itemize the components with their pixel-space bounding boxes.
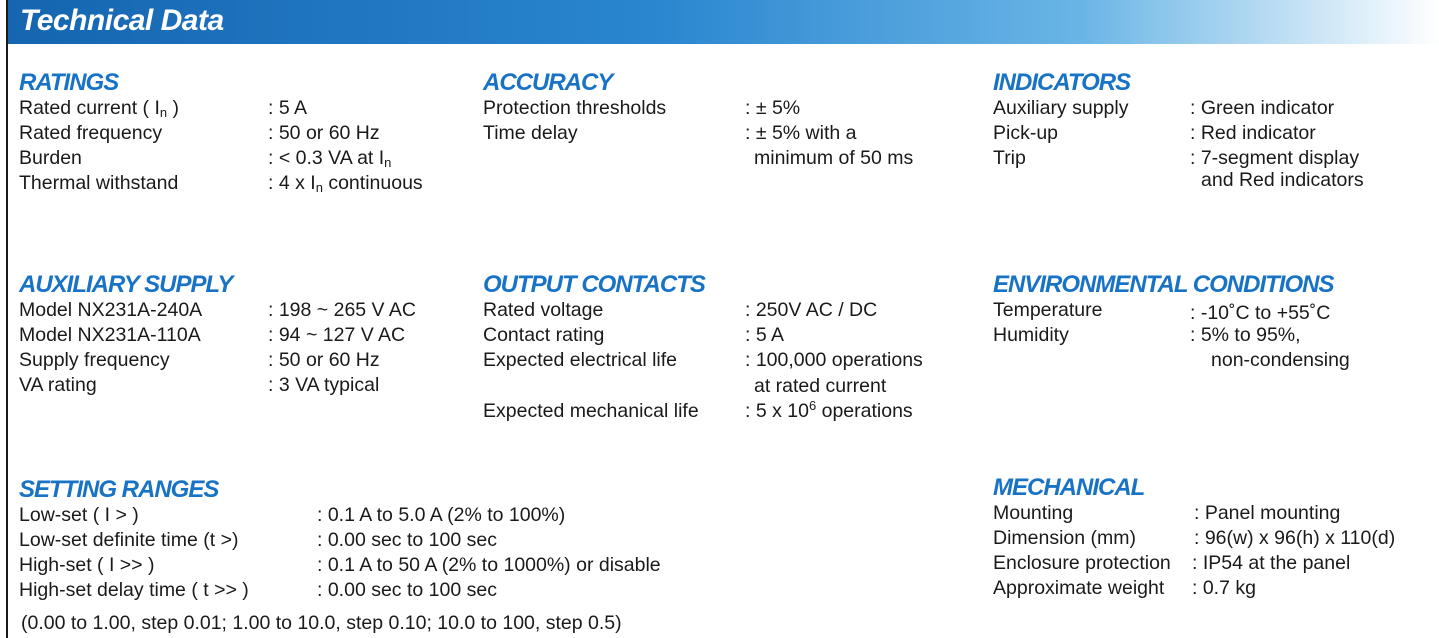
spec-value-continued: at rated current — [754, 375, 887, 397]
spec-label: Approximate weight — [993, 577, 1165, 599]
spec-value: : 3 VA typical — [268, 374, 380, 396]
spec-row-rated-frequency — [19, 121, 469, 146]
spec-label: Model NX231A-240A — [19, 299, 203, 321]
spec-label: Mounting — [993, 502, 1074, 524]
spec-value: : 50 or 60 Hz — [268, 122, 380, 144]
spec-row-model-240a — [19, 298, 469, 323]
spec-value: : 0.00 sec to 100 sec — [317, 529, 497, 551]
spec-label: Auxiliary supply — [993, 97, 1129, 119]
spec-row-contact-rating — [483, 323, 963, 348]
spec-row-supply-frequency — [19, 348, 469, 373]
spec-label: Pick-up — [993, 122, 1059, 144]
spec-row-rated-current — [19, 96, 469, 121]
spec-value: : 5 A — [745, 324, 785, 346]
spec-row-pick-up — [993, 121, 1433, 146]
page-title: Technical Data — [20, 4, 224, 37]
spec-row-electrical-life — [483, 348, 963, 399]
spec-label: Supply frequency — [19, 349, 170, 371]
spec-label: High-set delay time ( t >> ) — [19, 579, 249, 601]
spec-value-continued: and Red indicators — [1201, 169, 1364, 191]
spec-value-continued: minimum of 50 ms — [754, 147, 914, 169]
setting-ranges-note: (0.00 to 1.00, step 0.01; 1.00 to 10.0, step 0.10; 10.0 to 100, step 0.5) — [21, 612, 622, 634]
spec-row-high-set-time — [19, 578, 739, 603]
spec-label: Low-set definite time (t >) — [19, 529, 239, 551]
spec-row-protection-thresholds — [483, 96, 963, 121]
spec-row-dimension — [993, 526, 1433, 551]
spec-row-thermal-withstand — [19, 171, 469, 196]
accuracy-section — [483, 69, 963, 169]
spec-value: : 5% to 95%, — [1190, 324, 1301, 346]
spec-label: Trip — [993, 147, 1026, 169]
spec-value: : Panel mounting — [1194, 502, 1341, 524]
spec-value: : 5 A — [268, 97, 308, 119]
spec-label: Enclosure protection — [993, 552, 1171, 574]
spec-label: Burden — [19, 147, 82, 169]
output-contacts-section — [483, 272, 963, 424]
spec-value: : 250V AC / DC — [745, 299, 878, 321]
spec-row-low-set — [19, 503, 739, 528]
spec-value: : -10˚C to +55˚C — [1190, 302, 1331, 324]
spec-row-mounting — [993, 501, 1433, 526]
spec-value: : 50 or 60 Hz — [268, 349, 380, 371]
accuracy-title: ACCURACY — [483, 69, 613, 96]
auxiliary-supply-title: AUXILIARY SUPPLY — [19, 271, 233, 298]
output-contacts-title: OUTPUT CONTACTS — [483, 271, 705, 298]
ratings-title: RATINGS — [19, 69, 119, 96]
spec-value: : 96(w) x 96(h) x 110(d) — [1194, 527, 1396, 549]
spec-label: Dimension (mm) — [993, 527, 1137, 549]
setting-ranges-section — [19, 476, 739, 634]
spec-value: : 7-segment display — [1190, 147, 1360, 169]
mechanical-section — [993, 475, 1433, 601]
spec-label: Protection thresholds — [483, 97, 667, 119]
spec-row-time-delay — [483, 121, 963, 169]
spec-label: Temperature — [993, 299, 1103, 321]
spec-label: Humidity — [993, 324, 1069, 346]
spec-label: Low-set ( I > ) — [19, 504, 139, 526]
spec-value: : 4 x $I_n$ continuous — [268, 172, 423, 195]
spec-label: Contact rating — [483, 324, 605, 346]
mechanical-title: MECHANICAL — [993, 474, 1145, 501]
spec-row-trip — [993, 146, 1433, 191]
spec-row-model-110a — [19, 323, 469, 348]
spec-row-va-rating — [19, 373, 469, 398]
spec-value-continued: non-condensing — [1211, 349, 1350, 371]
ratings-section — [19, 70, 469, 196]
environmental-title: ENVIRONMENTAL CONDITIONS — [993, 271, 1334, 298]
spec-value: : Green indicator — [1190, 97, 1335, 119]
spec-row-humidity — [993, 323, 1433, 371]
spec-value: : 94 ~ 127 V AC — [268, 324, 406, 346]
spec-label: Thermal withstand — [19, 172, 179, 194]
spec-row-mechanical-life — [483, 399, 963, 424]
spec-label: Rated voltage — [483, 299, 604, 321]
spec-label: Expected mechanical life — [483, 400, 699, 422]
spec-value: : 0.00 sec to 100 sec — [317, 579, 497, 601]
indicators-section — [993, 69, 1433, 191]
spec-label: High-set ( I >> ) — [19, 554, 155, 576]
spec-row-temperature — [993, 298, 1433, 323]
spec-row-low-set-time — [19, 528, 739, 553]
spec-row-enclosure-protection — [993, 551, 1433, 576]
spec-label: Time delay — [483, 122, 578, 144]
spec-label: Expected electrical life — [483, 349, 678, 371]
spec-label: Rated frequency — [19, 122, 163, 144]
spec-label: Model NX231A-110A — [19, 324, 201, 346]
setting-ranges-title: SETTING RANGES — [19, 476, 219, 503]
header-banner — [8, 0, 1439, 44]
spec-value: : IP54 at the panel — [1192, 552, 1351, 574]
spec-label: Rated current ( $I_n$ ) — [19, 97, 180, 120]
spec-value: : 0.7 kg — [1192, 577, 1256, 599]
environmental-section — [993, 271, 1433, 371]
auxiliary-supply-section — [19, 272, 469, 398]
spec-row-high-set — [19, 553, 739, 578]
spec-value: : < 0.3 VA at $I_n$ — [268, 147, 392, 170]
spec-row-burden — [19, 146, 469, 171]
spec-value: : 0.1 A to 5.0 A (2% to 100%) — [317, 504, 566, 526]
spec-value: : 198 ~ 265 V AC — [268, 299, 416, 321]
spec-value: : 100,000 operations — [745, 349, 923, 371]
spec-value: : 5 x $10^6$ operations — [745, 398, 913, 422]
spec-row-approximate-weight — [993, 576, 1433, 601]
spec-value: : 0.1 A to 50 A (2% to 1000%) or disable — [317, 554, 661, 576]
indicators-title: INDICATORS — [993, 69, 1131, 96]
spec-label: VA rating — [19, 374, 97, 396]
spec-value: : ± 5% — [745, 97, 801, 119]
spec-value: : Red indicator — [1190, 122, 1316, 144]
technical-data-panel — [6, 0, 1439, 638]
spec-row-auxiliary-supply-indicator — [993, 96, 1433, 121]
spec-value: : ± 5% with a — [745, 122, 857, 144]
spec-row-rated-voltage — [483, 298, 963, 323]
